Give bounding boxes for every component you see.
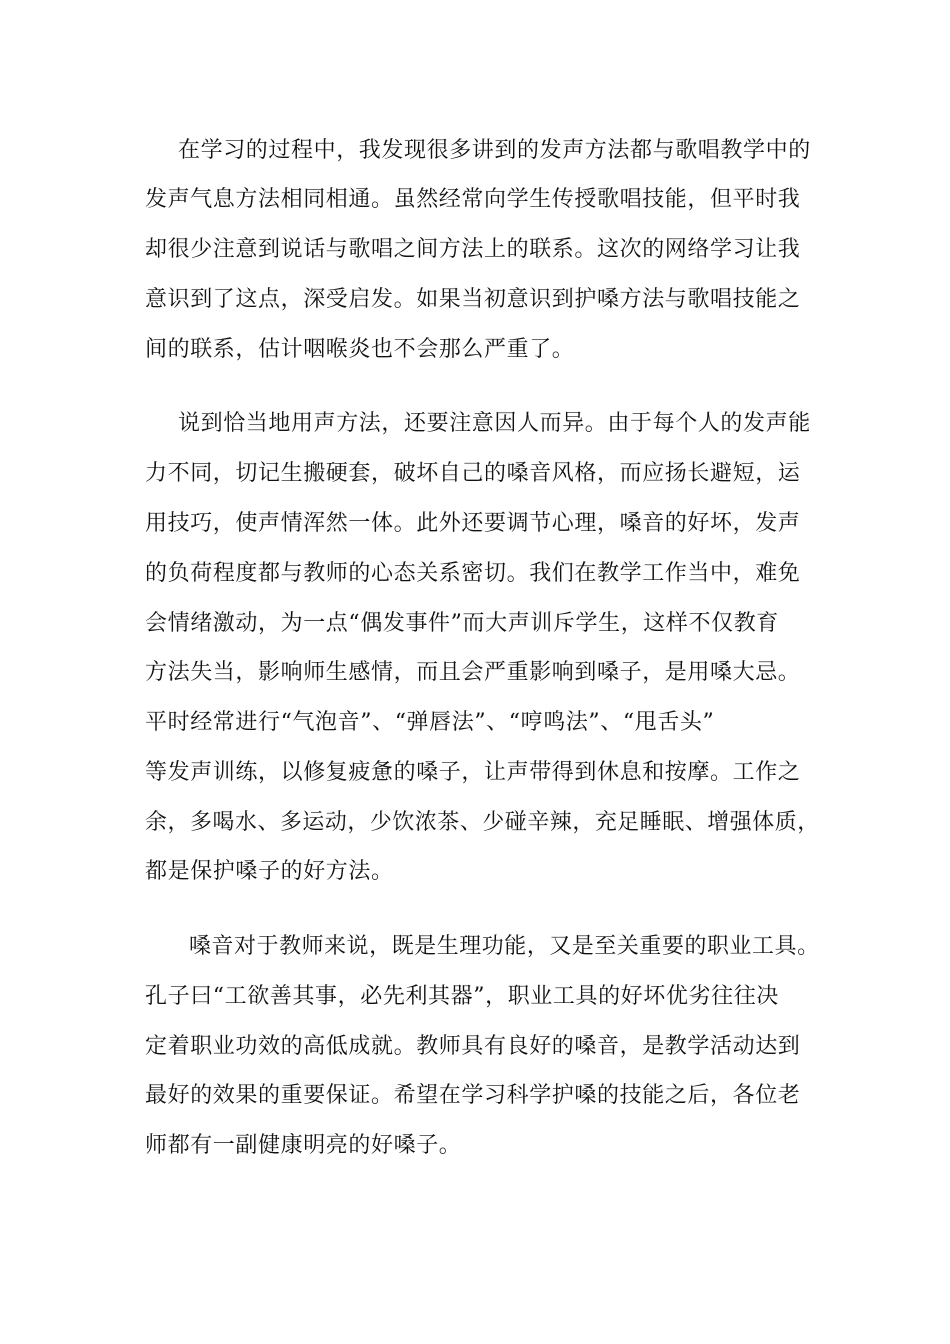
paragraph-2-line-4: 的负荷程度都与教师的心态关系密切。我们在教学工作当中，难免 [145,561,801,586]
paragraph-1-line-3: 却很少注意到说话与歌唱之间方法上的联系。这次的网络学习让我 [145,237,801,262]
paragraph-2-line-7: 平时经常进行“气泡音”、“弹唇法”、“哼鸣法”、“甩舌头” [145,710,715,735]
paragraph-2-line-6: 方法失当，影响师生感情，而且会严重影响到嗓子，是用嗓大忌。 [145,660,801,685]
paragraph-1-line-2: 发声气息方法相同相通。虽然经常向学生传授歌唱技能，但平时我 [145,187,801,212]
paragraph-2-line-5: 会情绪激动，为一点“偶发事件”而大声训斥学生，这样不仅教育 [145,611,779,636]
paragraph-2-line-10: 都是保护嗓子的好方法。 [145,859,394,884]
paragraph-2-line-8: 等发声训练，以修复疲惫的嗓子，让声带得到休息和按摩。工作之 [145,760,801,785]
paragraph-3-line-1: 嗓音对于教师来说，既是生理功能，又是至关重要的职业工具。 [189,934,820,959]
paragraph-1-line-5: 间的联系，估计咽喉炎也不会那么严重了。 [145,337,575,362]
paragraph-3-line-3: 定着职业功效的高低成就。教师具有良好的嗓音，是教学活动达到 [145,1034,801,1059]
paragraph-2-line-9: 余，多喝水、多运动，少饮浓茶、少碰辛辣，充足睡眠、增强体质， [145,810,820,835]
paragraph-3-line-2: 孔子曰“工欲善其事，必先利其器”，职业工具的好坏优劣往往决 [145,984,779,1009]
paragraph-2-line-3: 用技巧，使声情浑然一体。此外还要调节心理，嗓音的好坏，发声 [145,511,801,536]
paragraph-3-line-4: 最好的效果的重要保证。希望在学习科学护嗓的技能之后，各位老 [145,1083,801,1108]
paragraph-1-line-4: 意识到了这点，深受启发。如果当初意识到护嗓方法与歌唱技能之 [145,287,801,312]
paragraph-2-line-1: 说到恰当地用声方法，还要注意因人而异。由于每个人的发声能 [178,411,811,436]
paragraph-2-line-2: 力不同，切记生搬硬套，破坏自己的嗓音风格，而应扬长避短，运 [145,461,801,486]
paragraph-1-line-1: 在学习的过程中，我发现很多讲到的发声方法都与歌唱教学中的 [178,138,811,163]
paragraph-3-line-5: 师都有一副健康明亮的好嗓子。 [145,1133,462,1158]
